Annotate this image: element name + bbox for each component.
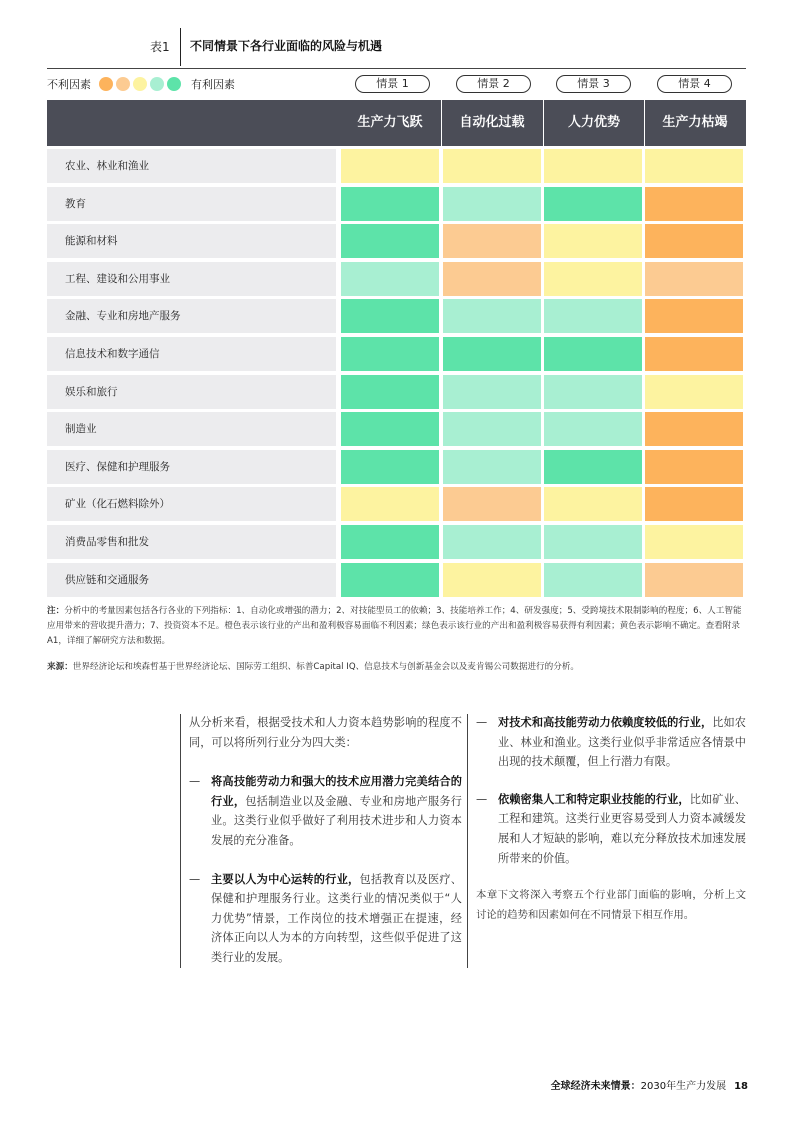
rating-cell-scenario-4: [645, 149, 743, 183]
rating-cell-scenario-2: [443, 375, 541, 409]
table-note: [47, 604, 747, 649]
row-label: 工程、建设和公用事业: [47, 262, 336, 296]
scenario-pill-4: 情景 4: [657, 75, 732, 93]
rating-cell-scenario-2: [443, 224, 541, 258]
rating-cell-scenario-4: [645, 487, 743, 521]
table-row: [47, 296, 746, 334]
rating-cell-scenario-4: [645, 412, 743, 446]
rating-cell-scenario-4: [645, 187, 743, 221]
dash-bullet: —: [476, 716, 488, 729]
category-1-heading: 将高技能劳动力和强大的技术应用潜力完美结合的行业，: [211, 775, 462, 808]
dash-bullet: —: [189, 775, 201, 789]
rating-cell-scenario-1: [341, 299, 439, 333]
source-label: 来源：: [47, 662, 73, 672]
table-row: [47, 372, 746, 410]
rating-cell-scenario-1: [341, 525, 439, 559]
dash-bullet: —: [189, 872, 201, 886]
legend: [47, 76, 235, 92]
rating-cell-scenario-2: [443, 563, 541, 597]
table-row: [47, 447, 746, 485]
left-intro: 从分析来看，根据受技术和人力资本趋势影响的程度不同，可以将所列行业分为四大类：: [189, 716, 462, 749]
row-label: 能源和材料: [47, 224, 336, 258]
rating-cell-scenario-2: [443, 149, 541, 183]
category-2-text: 包括教育以及医疗、保健和护理服务行业。这类行业的情况类似于“人力优势”情景，工作岗位的技术增强正在提速，经济体正向以人为本的方向转型，这些似乎促进了这类行业的发展。: [211, 872, 462, 964]
table-label: 表1: [150, 40, 170, 54]
header-scenario-2: 自动化过载: [459, 115, 525, 130]
legend-unfavorable-label: 不利因素: [47, 78, 91, 91]
rating-cell-scenario-3: [544, 487, 642, 521]
table-row: [47, 560, 746, 598]
row-label: 医疗、保健和护理服务: [47, 450, 336, 484]
right-column: [476, 713, 746, 925]
table-body: [47, 146, 746, 597]
rating-cell-scenario-2: [443, 450, 541, 484]
page-number: 18: [734, 1081, 748, 1092]
category-4-text: 比如矿业、工程和建筑。这类行业更容易受到人力资本减缓发展和人才短缺的影响，难以充分释放技术加速发展所带来的价值。: [498, 792, 746, 865]
rating-cell-scenario-2: [443, 525, 541, 559]
rating-cell-scenario-2: [443, 262, 541, 296]
row-label: 信息技术和数字通信: [47, 337, 336, 371]
header-scenario-4: 生产力枯竭: [662, 115, 728, 130]
rating-cell-scenario-2: [443, 299, 541, 333]
source-text: 世界经济论坛和埃森哲基于世界经济论坛、国际劳工组织、标普Capital IQ、信息技术与创新基金会以及麦肯锡公司数据进行的分析。: [72, 662, 580, 672]
scenario-pill-3: 情景 3: [556, 75, 631, 93]
table-row: [47, 334, 746, 372]
rating-cell-scenario-1: [341, 149, 439, 183]
legend-dot-light-orange: [116, 77, 130, 91]
table-row: [47, 522, 746, 560]
header-scenario-3: 人力优势: [567, 115, 620, 130]
category-4-heading: 依赖密集人工和特定职业技能的行业，: [498, 792, 690, 806]
table-title: 不同情景下各行业面临的风险与机遇: [190, 39, 383, 53]
table-row: [47, 409, 746, 447]
page-footer: [551, 1077, 748, 1092]
rating-cell-scenario-3: [544, 525, 642, 559]
rating-cell-scenario-1: [341, 412, 439, 446]
scenario-pill-1: 情景 1: [355, 75, 430, 93]
rating-cell-scenario-1: [341, 487, 439, 521]
row-label: 消费品零售和批发: [47, 525, 336, 559]
rating-cell-scenario-4: [645, 525, 743, 559]
legend-favorable-label: 有利因素: [191, 78, 235, 91]
rating-cell-scenario-2: [443, 487, 541, 521]
title-divider: [180, 28, 181, 66]
rating-cell-scenario-4: [645, 375, 743, 409]
footer-report-subtitle: 2030年生产力发展: [640, 1081, 727, 1092]
rating-cell-scenario-3: [544, 187, 642, 221]
left-column-rule: [180, 714, 181, 968]
note-text: 分析中的考量因素包括各行各业的下列指标：1、自动化或增强的潜力；2、对技能型员工的依赖；3、技能培养工作；4、研发强度；5、受跨境技术限制影响的程度；6、人工智能应用带来的营收提升潜力；7、投资资本不足。橙色表示该行业的产出和盈利极容易面临不利因素；绿色表示该行业的产出和盈利极容易获得有利因素；黄色表示影响不确定。查看附录A1，详细了解研究方法和数据。: [47, 606, 742, 646]
legend-dot-light-green: [150, 77, 164, 91]
note-label: 注：: [47, 606, 65, 616]
legend-dot-orange: [99, 77, 113, 91]
header-scenario-1: 生产力飞跃: [357, 115, 423, 130]
rating-cell-scenario-3: [544, 375, 642, 409]
row-label: 矿业（化石燃料除外）: [47, 487, 336, 521]
category-item-1: [189, 772, 462, 850]
table-row: [47, 146, 746, 184]
legend-dot-dark-green: [167, 77, 181, 91]
scenario-pill-2: 情景 2: [456, 75, 531, 93]
rating-cell-scenario-3: [544, 224, 642, 258]
category-item-2: [189, 870, 462, 968]
row-label: 教育: [47, 187, 336, 221]
top-rule: [47, 68, 746, 69]
rating-cell-scenario-1: [341, 337, 439, 371]
left-column: [189, 713, 462, 968]
legend-color-scale: [99, 77, 181, 91]
dash-bullet: —: [476, 792, 488, 806]
rating-cell-scenario-4: [645, 224, 743, 258]
rating-cell-scenario-2: [443, 187, 541, 221]
table-row: [47, 184, 746, 222]
rating-cell-scenario-1: [341, 262, 439, 296]
table-row: [47, 221, 746, 259]
rating-cell-scenario-1: [341, 187, 439, 221]
table-row: [47, 259, 746, 297]
category-item-3: [476, 713, 746, 772]
table-header: [47, 100, 746, 146]
rating-cell-scenario-3: [544, 337, 642, 371]
industry-scenario-table: [47, 100, 746, 597]
rating-cell-scenario-3: [544, 262, 642, 296]
table-row: [47, 484, 746, 522]
row-label: 娱乐和旅行: [47, 375, 336, 409]
rating-cell-scenario-3: [544, 299, 642, 333]
rating-cell-scenario-3: [544, 563, 642, 597]
legend-dot-yellow: [133, 77, 147, 91]
rating-cell-scenario-1: [341, 375, 439, 409]
rating-cell-scenario-1: [341, 563, 439, 597]
category-item-4: [476, 790, 746, 868]
rating-cell-scenario-3: [544, 450, 642, 484]
footer-report-title: 全球经济未来情景：: [550, 1081, 641, 1092]
rating-cell-scenario-3: [544, 412, 642, 446]
row-label: 金融、专业和房地产服务: [47, 299, 336, 333]
rating-cell-scenario-4: [645, 337, 743, 371]
category-2-heading: 主要以人为中心运转的行业，: [211, 872, 360, 886]
center-column-rule: [467, 714, 468, 968]
row-label: 供应链和交通服务: [47, 563, 336, 597]
right-outro: 本章下文将深入考察五个行业部门面临的影响，分析上文讨论的趋势和因素如何在不同情景下相互作用。: [476, 889, 746, 921]
row-label: 制造业: [47, 412, 336, 446]
rating-cell-scenario-2: [443, 412, 541, 446]
rating-cell-scenario-4: [645, 262, 743, 296]
rating-cell-scenario-4: [645, 450, 743, 484]
category-3-heading: 对技术和高技能劳动力依赖度较低的行业，: [498, 716, 713, 729]
rating-cell-scenario-4: [645, 299, 743, 333]
rating-cell-scenario-1: [341, 224, 439, 258]
rating-cell-scenario-4: [645, 563, 743, 597]
category-1-text: 包括制造业以及金融、专业和房地产服务行业。这类行业似乎做好了利用技术进步和人力资本发展的充分准备。: [211, 794, 462, 847]
rating-cell-scenario-2: [443, 337, 541, 371]
rating-cell-scenario-3: [544, 149, 642, 183]
category-3-text: 比如农业、林业和渔业。这类行业似乎非常适应各情景中出现的技术颠覆，但上行潜力有限。: [498, 716, 746, 769]
table-source: [47, 660, 747, 675]
row-label: 农业、林业和渔业: [47, 149, 336, 183]
rating-cell-scenario-1: [341, 450, 439, 484]
